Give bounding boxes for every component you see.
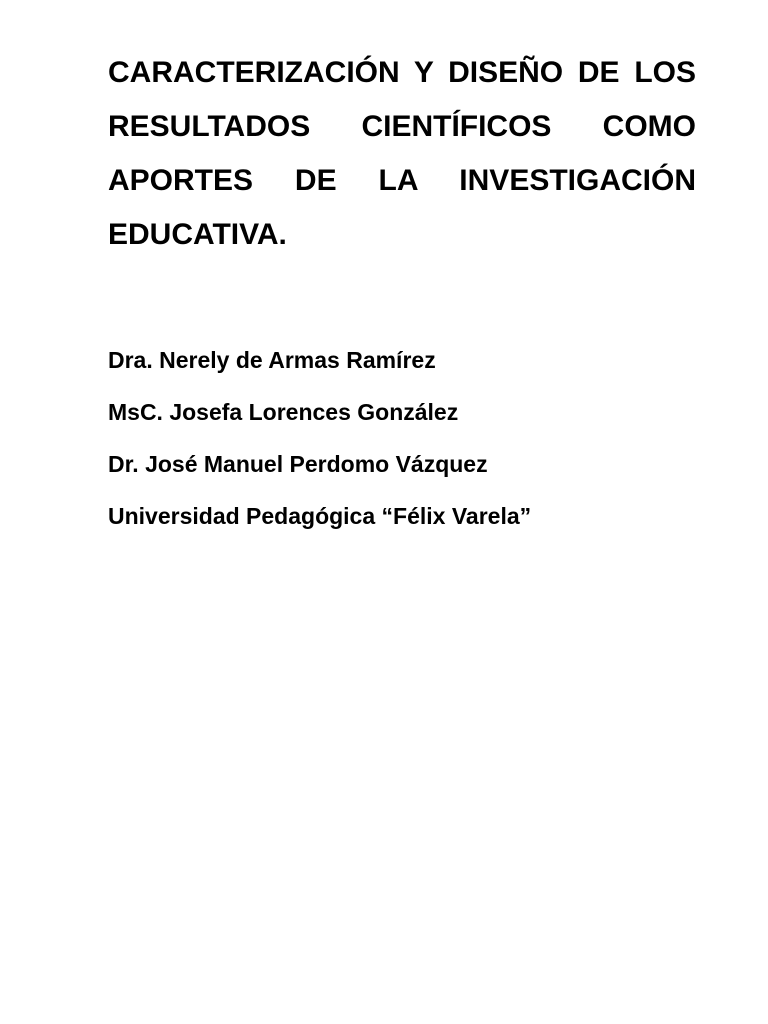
document-title <box>108 46 696 262</box>
author-list <box>108 340 708 548</box>
title-line-2: RESULTADOS CIENTÍFICOS COMO <box>108 110 696 143</box>
author-3: Dr. José Manuel Perdomo Vázquez <box>108 451 488 477</box>
author-2: MsC. Josefa Lorences González <box>108 399 459 425</box>
title-line-4: EDUCATIVA. <box>108 218 287 251</box>
institution: Universidad Pedagógica “Félix Varela” <box>108 503 532 529</box>
author-1: Dra. Nerely de Armas Ramírez <box>108 347 436 373</box>
title-line-3: APORTES DE LA INVESTIGACIÓN <box>108 164 696 197</box>
title-line-1: CARACTERIZACIÓN Y DISEÑO DE LOS <box>108 56 696 89</box>
